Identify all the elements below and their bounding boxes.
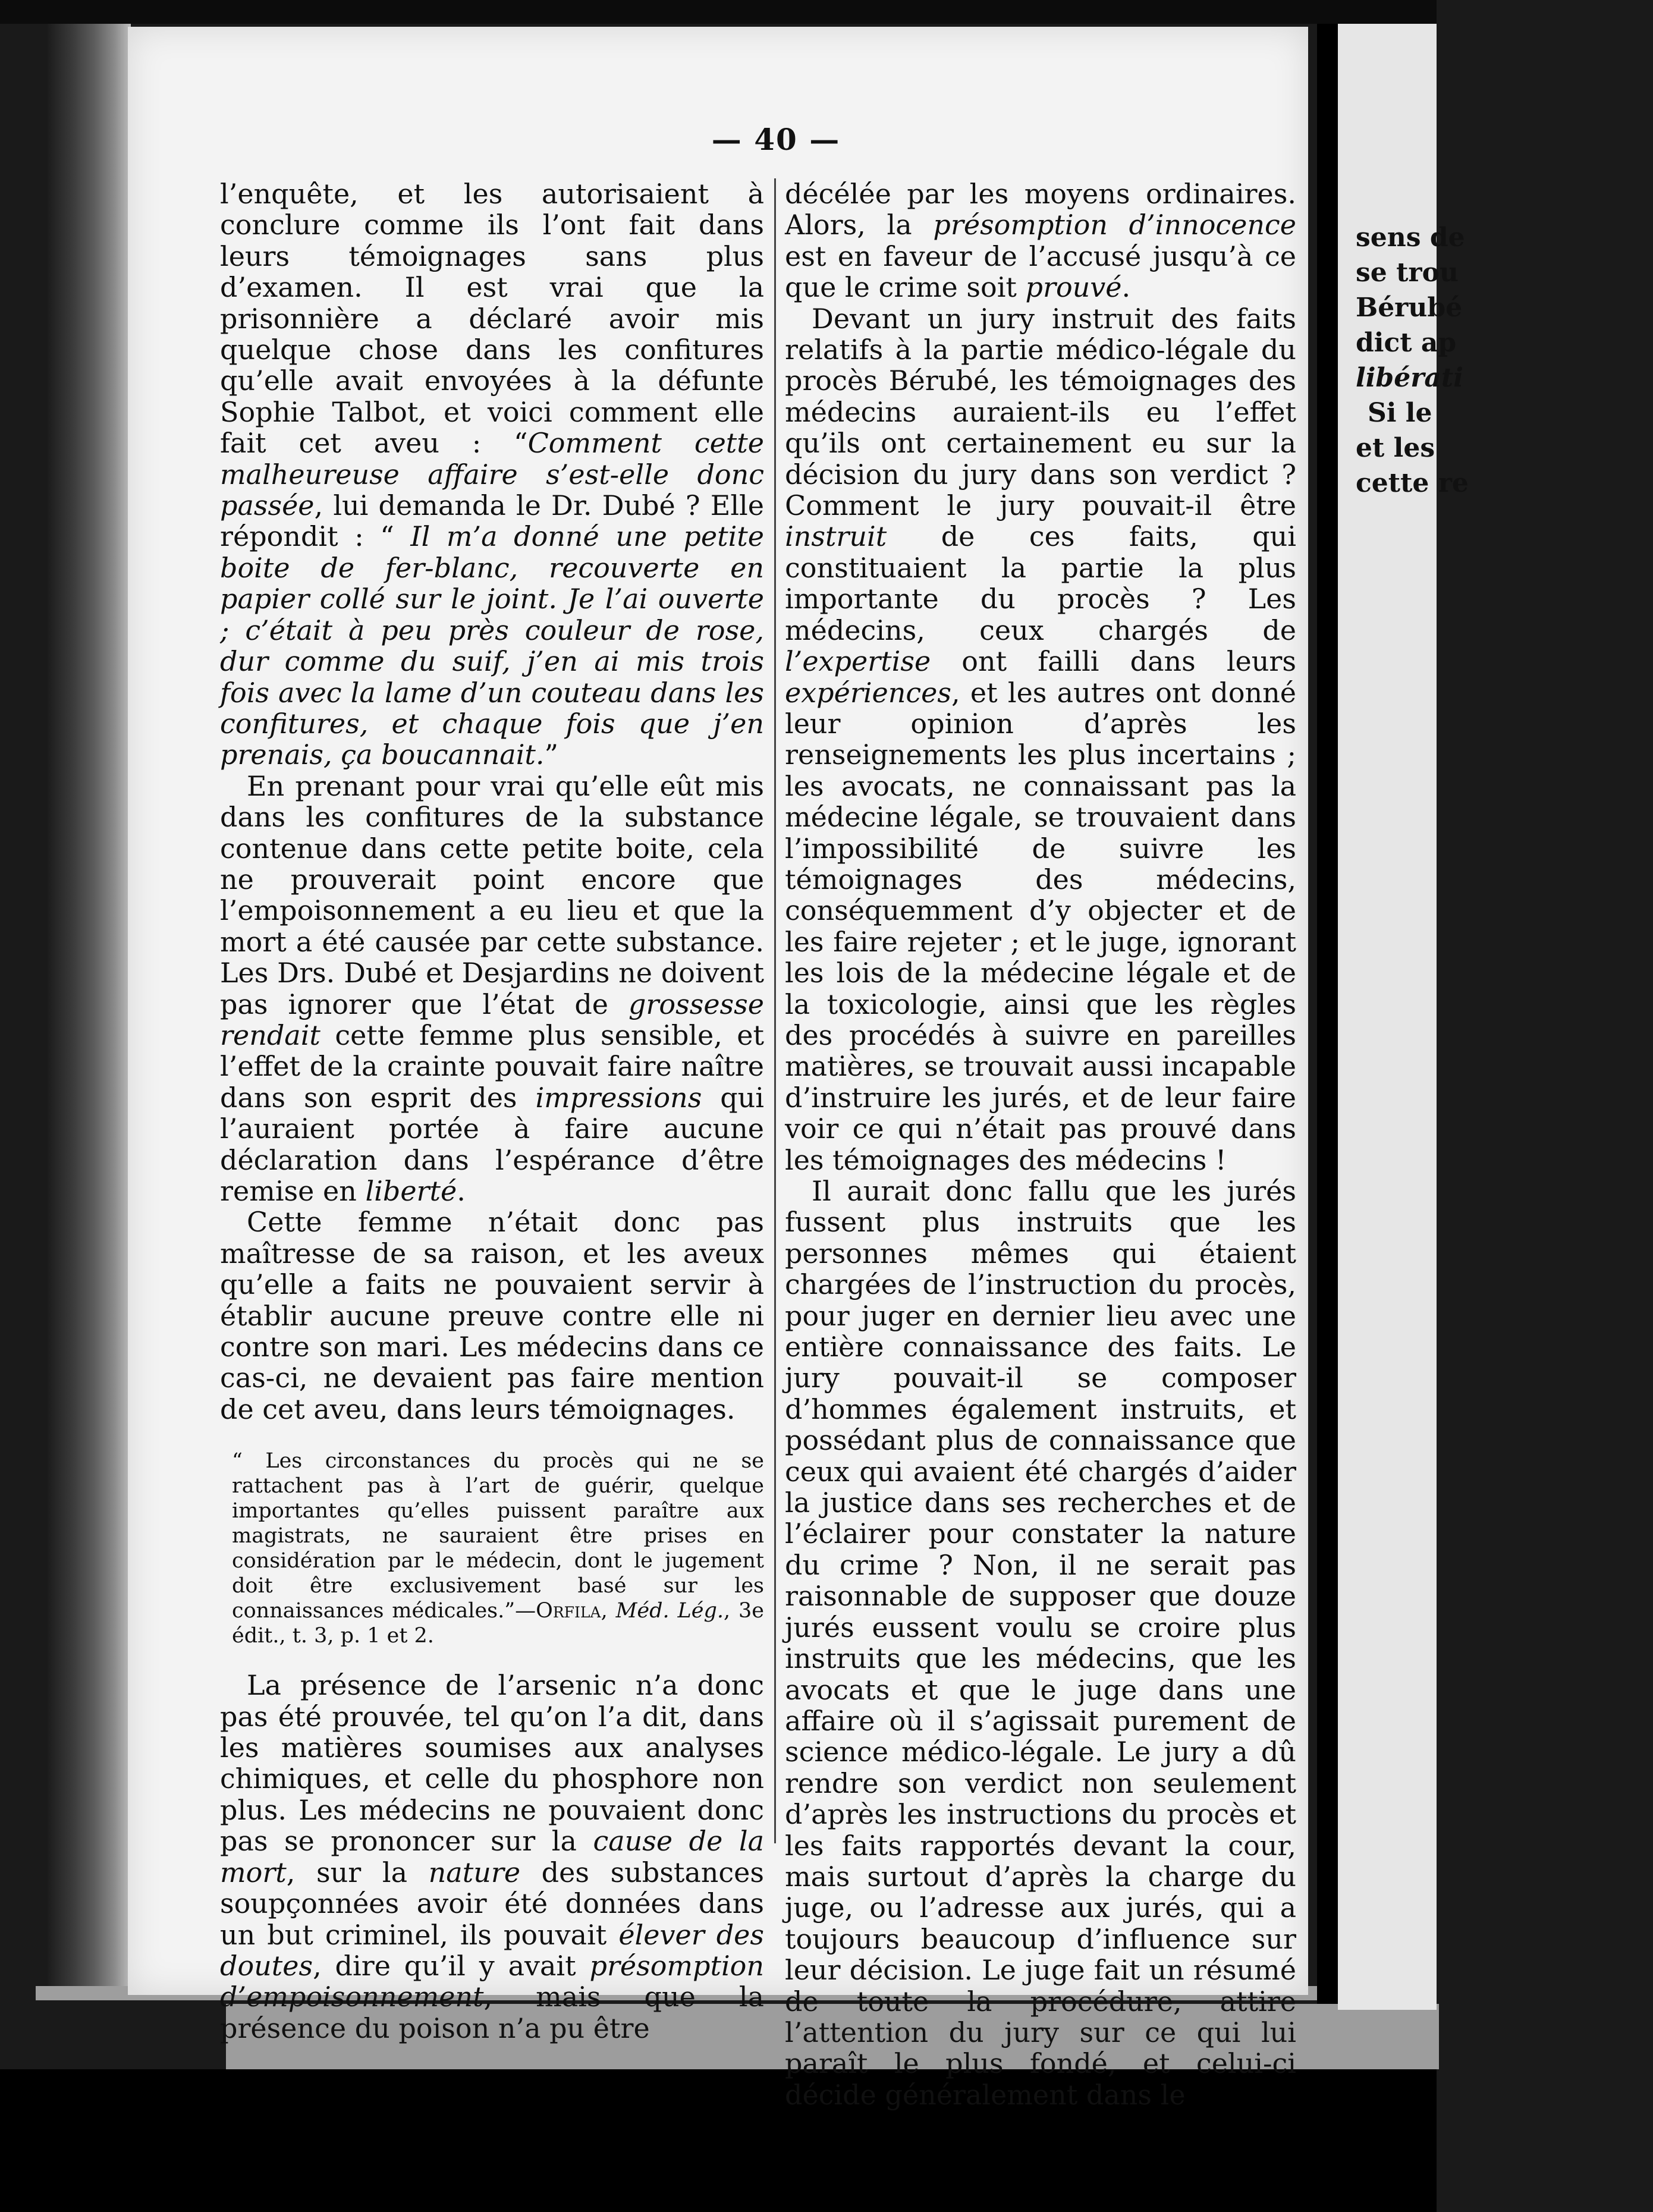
facing-line: et les [1356, 433, 1435, 463]
text-run: de ces faits, qui constituaient la partie la plus importante du procès ? Les médecins, ceux chargés de [785, 520, 1296, 646]
text-run: , mais que la présence du poison n’a pu être [220, 1981, 764, 2044]
footnote-work: Méd. Lég. [615, 1599, 724, 1623]
text-run: qui l’auraient portée à faire aucune déclaration dans l’espérance d’être remise en [220, 1081, 764, 1207]
text-run: En prenant pour vrai qu’elle eût mis dans les confitures de la substance contenue dans cette petite boite, cela ne prouverait point encore que l’empoisonnement a eu lieu et que la mort a été causée par cette substance. Les Drs. Dubé et Desjardins ne doivent pas ignorer que l’état de [220, 769, 764, 1020]
italic-text: impressions [535, 1081, 702, 1114]
text-run: La présence de l’arsenic n’a donc pas été prouvée, tel qu’on l’a dit, dans les matières soumises aux analyses chimiques, et celle du phosphore non plus. Les médecins ne pouvaient donc pas se prononcer sur la [220, 1669, 764, 1858]
text-run: est en faveur de l’accusé jusqu’à ce que le crime soit [785, 240, 1296, 304]
paragraph [220, 771, 764, 1207]
facing-page-text [1356, 220, 1653, 501]
facing-line: libérati [1356, 363, 1463, 393]
italic-text: présomption d’empoisonnement [220, 1949, 764, 2013]
scan-top-border [0, 0, 1437, 24]
paragraph [220, 178, 764, 771]
text-run: ” [544, 739, 559, 771]
paragraph [785, 303, 1296, 1176]
text-run: des substances soupçonnées avoir été données dans un but criminel, ils pouvait [220, 1856, 764, 1951]
italic-text: expériences [785, 676, 951, 709]
facing-page [1338, 24, 1469, 2010]
right-column [785, 178, 1296, 2110]
text-run: cette femme plus sensible, et l’effet de la crainte pouvait faire naître dans son esprit des [220, 1019, 764, 1114]
italic-text: l’expertise [785, 645, 931, 678]
text-run: , sur la [286, 1856, 429, 1889]
italic-text: nature [428, 1856, 521, 1889]
italic-text: liberté [365, 1175, 457, 1207]
paragraph: Cette femme n’était donc pas maîtresse de sa raison, et les aveux qu’elle a faits ne pouvaient servir à établir aucune preuve contre elle ni contre son mari. Les médecins dans ce cas-ci, ne devaient pas faire mention de cet aveu, dans leurs témoignages. [220, 1206, 764, 1425]
text-run: , 3e édit., t. 3, p. 1 et 2. [232, 1599, 764, 1648]
text-run: Devant un jury instruit des faits relatifs à la partie médico-légale du procès Bérubé, les témoignages des médecins auraient-ils eu l’effet qu’ils ont certainement eu sur la décision du jury dans son verdict ? Comment le jury pouvait-il être [785, 302, 1296, 522]
italic-text: présomption d’innocence [933, 209, 1296, 241]
text-run: . [1121, 271, 1131, 304]
text-run: , et les autres ont donné leur opinion d’après les renseignements les plus incertains ; les avocats, ne connaissant pas la médecine légale, se trouvaient dans l’impossibilité de suivre les témoignages des médecins, conséquemment d’y objecter et de les faire rejeter ; et le juge, ignorant les lois de la médecine légale et de la toxicologie, ainsi que les règles des procédés à suivre en pareilles matières, se trouvait aussi incapable d’instruire les jurés, et de leur faire voir ce qui n’était pas prouvé dans les témoignages des médecins ! [785, 676, 1296, 1176]
left-column [220, 178, 764, 2044]
footnote-quote [232, 1449, 764, 1648]
italic-text: instruit [785, 520, 887, 553]
column-divider [774, 178, 776, 1843]
footnote-author: Orfila [536, 1599, 601, 1623]
facing-line: se trou [1356, 257, 1459, 288]
paragraph: Il aurait donc fallu que les jurés fussent plus instruits que les personnes mêmes qui étaient chargées de l’instruction du procès, pour juger en dernier lieu avec une entière connaissance des faits. Le jury pouvait-il se composer d’hommes également instruits, et possédant plus de connaissance que ceux qui avaient été chargés d’aider la justice dans ses recherches et de l’éclairer pour constater la nature du crime ? Non, il ne serait pas raisonnable de supposer que douze jurés eussent voulu se croire plus instruits que les médecins, que les avocats et que le juge dans une affaire où il s’agissait purement de science médico-légale. Le jury a dû rendre son verdict non seulement d’après les instructions du procès et les faits rapportés devant la cour, mais surtout d’après la charge du juge, ou l’adresse aux jurés, qui a toujours beaucoup d’influence sur leur décision. Le juge fait un résumé de toute la procédure, attire l’attention du jury sur ce qui lui paraît le plus fondé, et celui-ci décide généralement dans le [785, 1175, 1296, 2111]
facing-line: sens de [1356, 222, 1465, 253]
page-number: — 40 — [711, 122, 841, 157]
facing-line: cette re [1356, 468, 1469, 498]
italic-text: cause de la mort [220, 1825, 764, 1889]
text-run: . [457, 1175, 466, 1207]
text-run: “ Les circonstances du procès qui ne se rattachent pas à l’art de guérir, quelque importantes qu’elles puissent paraître aux magistrats, ne sauraient être prises en considération par le médecin, dont le jugement doit être exclusivement basé sur les connaissances médicales.”— [232, 1449, 764, 1623]
italic-text: prouvé [1025, 271, 1122, 304]
facing-line: Bérubé [1356, 293, 1463, 323]
italic-text: Il m’a donné une petite boite de fer-blanc, recouverte en papier collé sur le joint. Je l’ai ouverte ; c’était à peu près couleur de rose, dur comme du suif, j’en ai mis trois fois avec la lame d’un couteau dans les confitures, et chaque fois que j’en prenais, ça boucannait. [220, 520, 764, 771]
text-run: décélée par les moyens ordinaires. Alors, la [785, 178, 1296, 241]
text-run: , dire qu’il y avait [313, 1949, 590, 1982]
book-binding-gutter [48, 24, 131, 1998]
paragraph [220, 1670, 764, 2044]
facing-line: Si le [1368, 398, 1432, 428]
text-run: ont failli dans leurs [931, 645, 1296, 678]
text-run: l’enquête, et les autorisaient à conclure comme ils l’ont fait dans leurs témoignages sans plus d’examen. Il est vrai que la prisonnière a déclaré avoir mis quelque chose dans les confitures qu’elle avait envoyées à la défunte Sophie Talbot, et voici comment elle fait cet aveu : “ [220, 178, 764, 460]
facing-line: dict ap [1356, 328, 1457, 358]
italic-text: élever des doutes [220, 1918, 764, 1982]
paragraph [785, 178, 1296, 303]
text-run: , [601, 1599, 616, 1623]
italic-text: Comment cette malheureuse affaire s’est-elle donc passée [220, 427, 764, 522]
text-run: , lui demanda le Dr. Dubé ? Elle répondit : “ [220, 489, 764, 553]
italic-text: grossesse rendait [220, 988, 764, 1051]
facing-page-gap [1317, 24, 1338, 2004]
